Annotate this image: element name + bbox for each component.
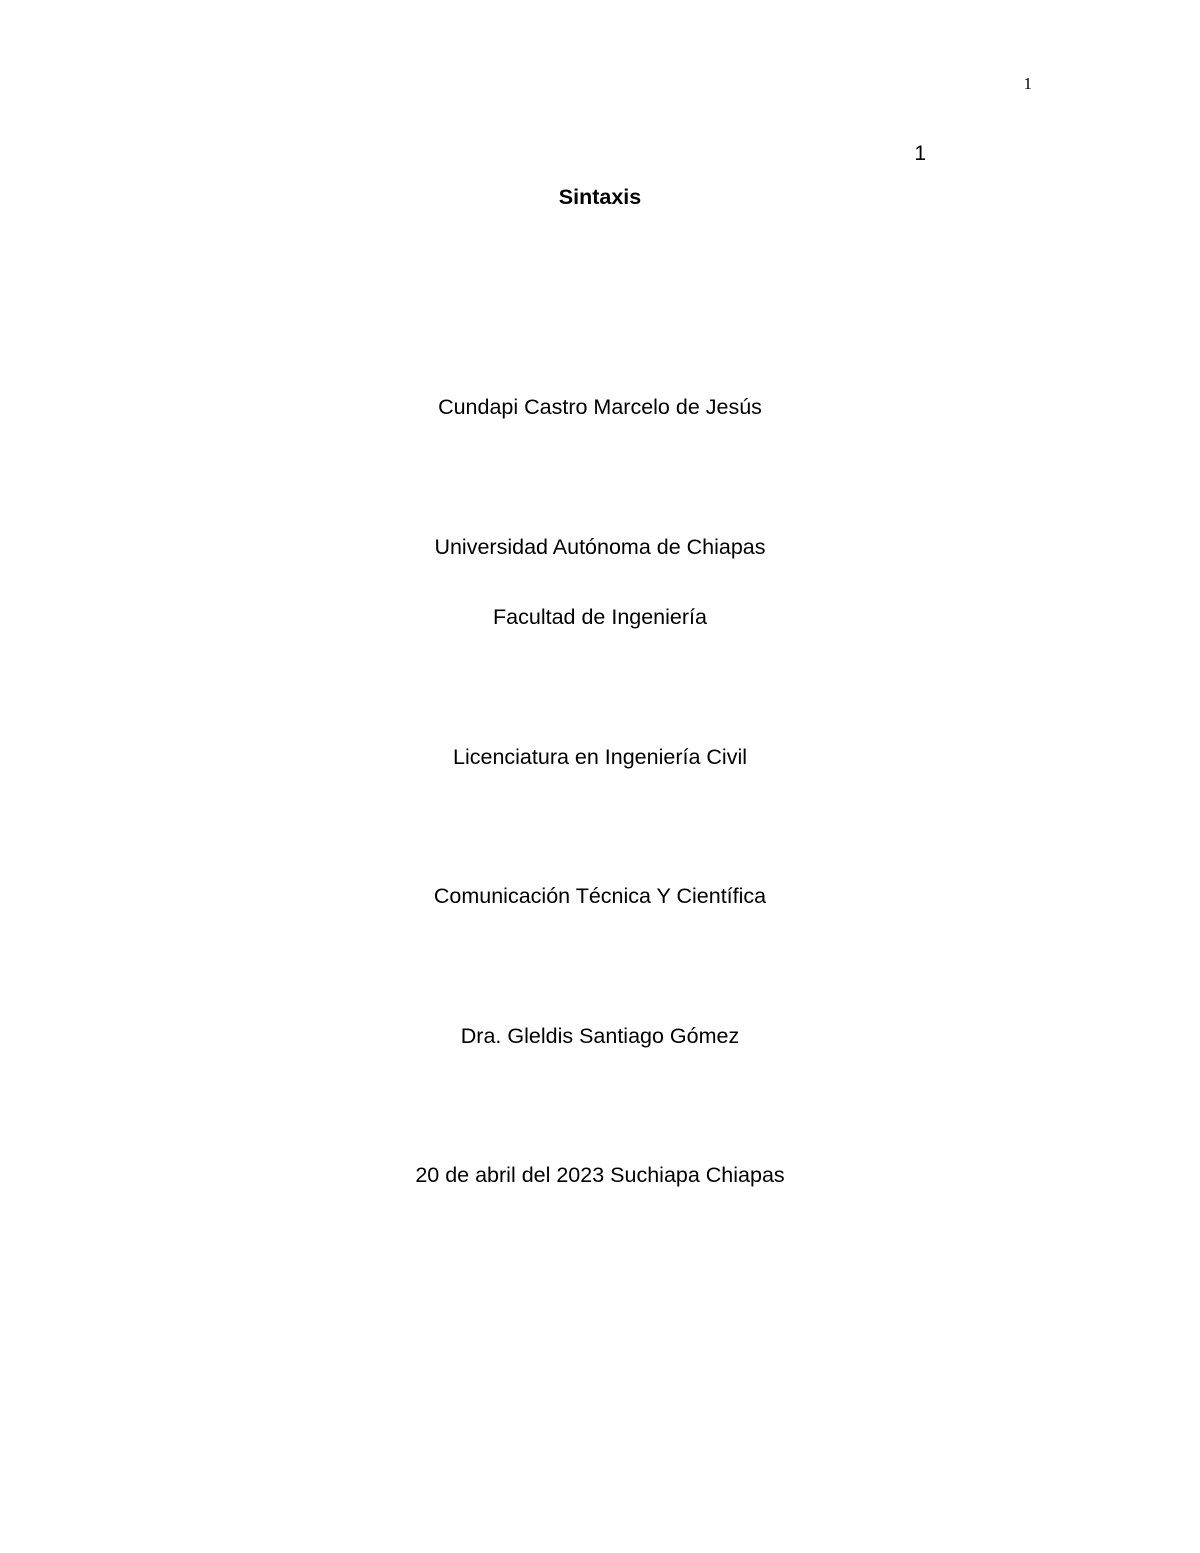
body-page-number: 1 [914,142,926,165]
author-name: Cundapi Castro Marcelo de Jesús [438,395,762,419]
document-title: Sintaxis [558,185,642,209]
course-name: Comunicación Técnica Y Científica [433,884,767,908]
faculty-name: Facultad de Ingeniería [493,605,707,629]
header-page-number: 1 [1023,74,1032,93]
professor-name: Dra. Gleldis Santiago Gómez [460,1024,740,1048]
date-and-place: 20 de abril del 2023 Suchiapa Chiapas [415,1163,785,1187]
university-name: Universidad Autónoma de Chiapas [434,535,766,559]
degree-program: Licenciatura en Ingeniería Civil [453,745,747,769]
